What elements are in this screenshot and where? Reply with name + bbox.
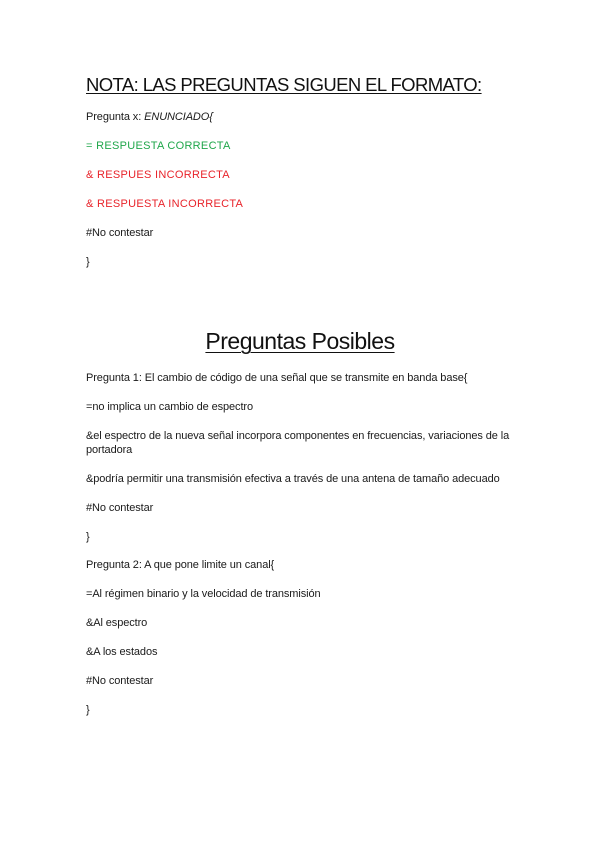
format-no-answer: #No contestar xyxy=(86,227,154,239)
format-correct-answer: = RESPUESTA CORRECTA xyxy=(86,140,231,152)
question-1-option-incorrect-2: &podría permitir una transmisión efectiva a través de una antena de tamaño adecuado xyxy=(86,473,500,485)
question-2-option-correct: =Al régimen binario y la velocidad de transmisión xyxy=(86,588,321,600)
question-1-title: Pregunta 1: El cambio de código de una señal que se transmite en banda base{ xyxy=(86,372,468,384)
question-2-option-incorrect-2: &A los estados xyxy=(86,646,158,658)
format-incorrect-answer-1: & RESPUES INCORRECTA xyxy=(86,169,230,181)
format-question-statement: ENUNCIADO{ xyxy=(144,111,213,123)
question-1-closing-brace: } xyxy=(86,531,90,543)
question-2-no-answer: #No contestar xyxy=(86,675,154,687)
question-2-option-incorrect-1: &Al espectro xyxy=(86,617,148,629)
format-closing-brace: } xyxy=(86,256,90,268)
question-2-title: Pregunta 2: A que pone limite un canal{ xyxy=(86,559,275,571)
question-2-closing-brace: } xyxy=(86,704,90,716)
question-1-no-answer: #No contestar xyxy=(86,502,154,514)
format-incorrect-answer-2: & RESPUESTA INCORRECTA xyxy=(86,198,244,210)
format-question-prefix: Pregunta x: xyxy=(86,111,145,123)
section-title: Preguntas Posibles xyxy=(205,328,395,354)
question-1-option-incorrect-1: &el espectro de la nueva señal incorpora componentes en frecuencias, variaciones de la portadora xyxy=(86,430,510,456)
format-question-line xyxy=(86,110,213,124)
format-note-heading: NOTA: LAS PREGUNTAS SIGUEN EL FORMATO: xyxy=(86,74,482,95)
question-1-option-correct: =no implica un cambio de espectro xyxy=(86,401,253,413)
